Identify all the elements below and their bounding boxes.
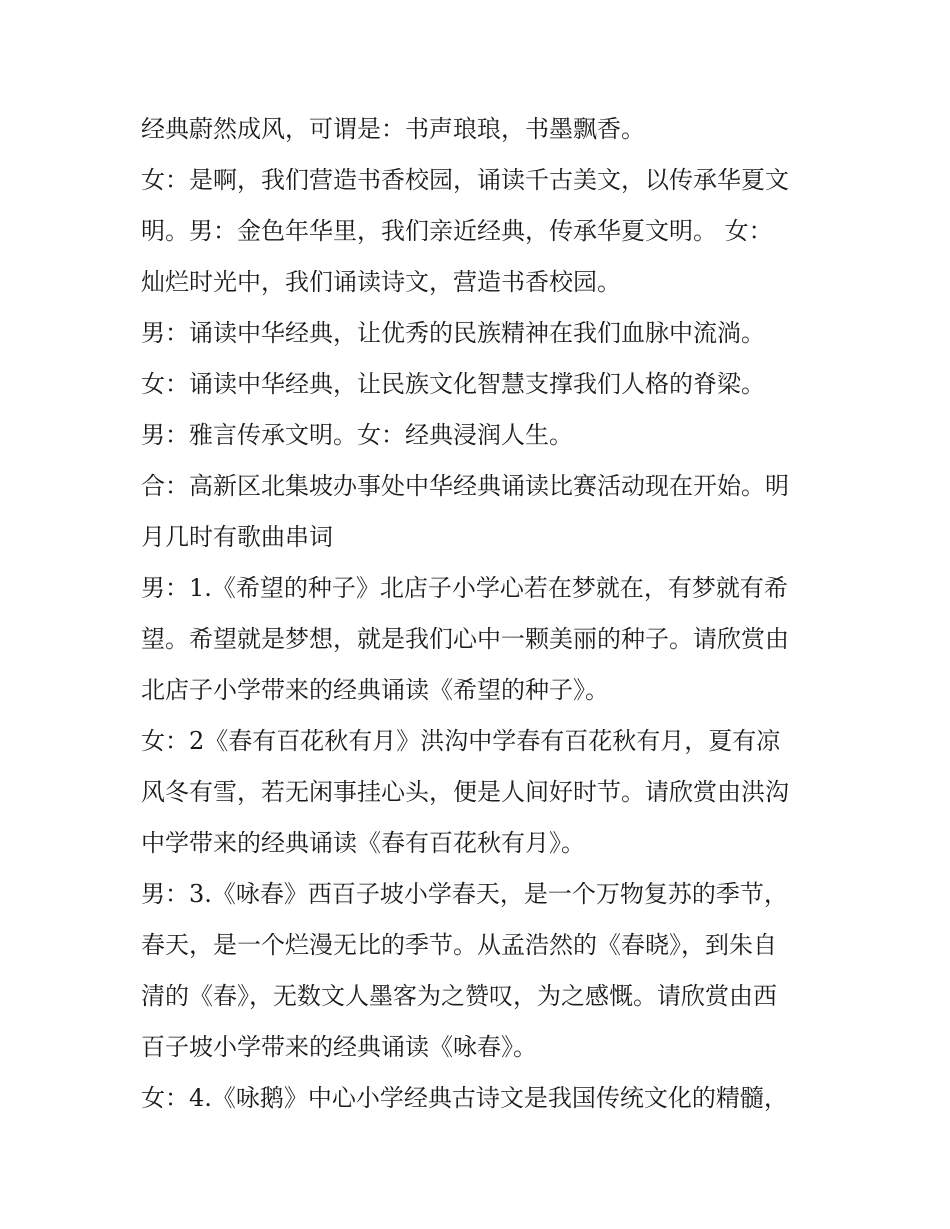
text-line: 女：是啊，我们营造书香校园，诵读千古美文，以传承华夏文 — [141, 166, 789, 194]
document-body — [141, 104, 821, 1124]
text-line: 月几时有歌曲串词 — [141, 523, 333, 551]
text-line: 春天，是一个烂漫无比的季节。从孟浩然的《春晓》，到朱自 — [141, 931, 777, 959]
text-line: 风冬有雪，若无闲事挂心头，便是人间好时节。请欣赏由洪沟 — [141, 778, 789, 806]
text-line: 男：1.《希望的种子》北店子小学心若在梦就在，有梦就有希 — [141, 574, 788, 602]
text-line: 女：2《春有百花秋有月》洪沟中学春有百花秋有月，夏有凉 — [141, 727, 781, 755]
text-line: 清的《春》，无数文人墨客为之赞叹，为之感慨。请欣赏由西 — [141, 982, 777, 1010]
text-line: 经典蔚然成风，可谓是：书声琅琅，书墨飘香。 — [141, 115, 645, 143]
text-line: 中学带来的经典诵读《春有百花秋有月》。 — [141, 829, 585, 857]
text-line: 女：4.《咏鹅》中心小学经典古诗文是我国传统文化的精髓， — [141, 1084, 788, 1112]
text-line: 男：雅言传承文明。女：经典浸润人生。 — [141, 421, 573, 449]
text-line: 明。男：金色年华里，我们亲近经典，传承华夏文明。 女： — [141, 217, 773, 245]
text-line: 合：高新区北集坡办事处中华经典诵读比赛活动现在开始。明 — [141, 472, 789, 500]
text-line: 望。希望就是梦想，就是我们心中一颗美丽的种子。请欣赏由 — [141, 625, 789, 653]
text-line: 男：3.《咏春》西百子坡小学春天，是一个万物复苏的季节， — [141, 880, 788, 908]
text-line: 百子坡小学带来的经典诵读《咏春》。 — [141, 1033, 537, 1061]
text-line: 灿烂时光中，我们诵读诗文，营造书香校园。 — [141, 268, 621, 296]
text-line: 男：诵读中华经典，让优秀的民族精神在我们血脉中流淌。 — [141, 319, 765, 347]
text-line: 女：诵读中华经典，让民族文化智慧支撑我们人格的脊梁。 — [141, 370, 765, 398]
text-line: 北店子小学带来的经典诵读《希望的种子》。 — [141, 676, 609, 704]
